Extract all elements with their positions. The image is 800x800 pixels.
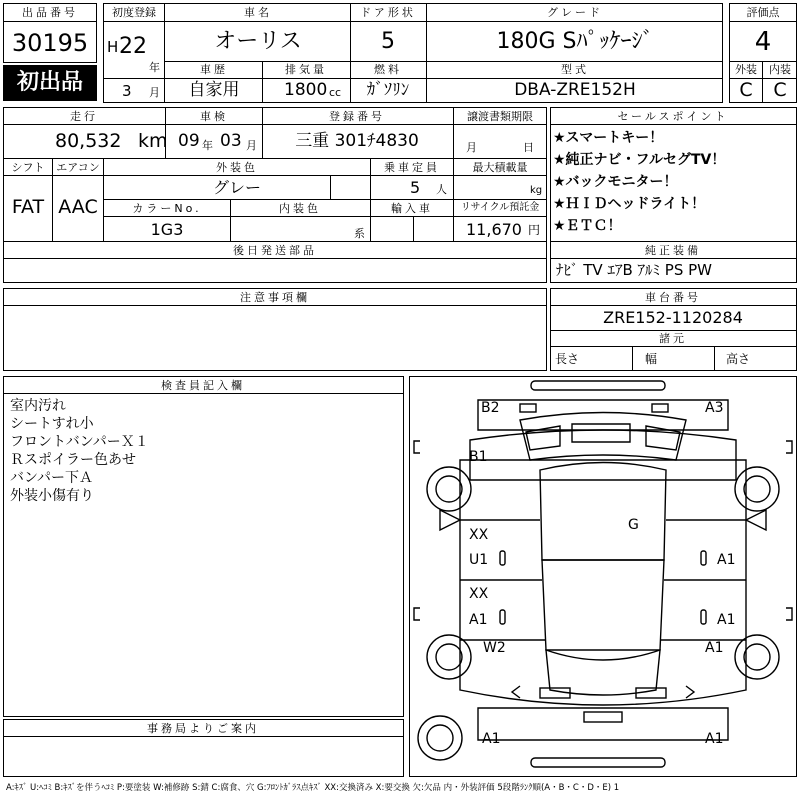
capacity: 5: [410, 178, 421, 197]
transfer-month-unit: 月: [466, 141, 477, 154]
car-outline-diagram: [409, 376, 797, 777]
sales-point-item: ★ＨＩＤヘッドライト！: [553, 196, 706, 212]
plate-label: 登録番号: [329, 110, 385, 123]
grade-label: グレード: [547, 6, 603, 19]
damage-mark: XX: [469, 527, 489, 543]
grade: 180G Sﾊﾟｯｹｰｼﾞ: [496, 29, 654, 54]
capacity-unit: 人: [436, 183, 447, 196]
lot-number: 30195: [11, 29, 89, 57]
damage-mark: A1: [717, 612, 736, 628]
inspector-note: シートすれ小: [10, 416, 94, 432]
inspection-label: 車検: [200, 110, 228, 123]
inspector-note: Ｒスポイラー色あせ: [10, 452, 136, 468]
width-label: 幅: [645, 352, 658, 366]
transfer-label: 譲渡書類期限: [467, 110, 533, 123]
height-label: 高さ: [726, 352, 751, 366]
chassis-number: ZRE152-1120284: [603, 308, 743, 327]
int-color-unit: 系: [354, 227, 365, 240]
history-label: 車歴: [200, 63, 228, 76]
ac: AAC: [58, 196, 98, 218]
transfer-day-unit: 日: [523, 141, 534, 154]
fuel: ｶﾞｿﾘﾝ: [366, 80, 410, 100]
inspector-note: フロントバンパーＸ１: [10, 434, 149, 450]
damage-mark: A3: [705, 400, 724, 416]
door-count: 5: [381, 29, 395, 54]
interior-label: 内装: [769, 63, 791, 76]
notes-label: 注意事項欄: [240, 291, 310, 304]
mileage-unit: km: [138, 130, 168, 152]
capacity-label: 乗車定員: [384, 161, 440, 174]
recycle-label: リサイクル預託金: [460, 202, 540, 213]
displacement-unit: cc: [329, 86, 342, 99]
sales-point-item: ★スマートキー！: [553, 130, 664, 146]
max-load-label: 最大積載量: [472, 161, 528, 174]
recycle-amount: 11,670: [466, 220, 522, 239]
damage-mark: W2: [483, 640, 506, 656]
damage-mark: B2: [481, 400, 500, 416]
exterior-grade: C: [739, 79, 753, 101]
damage-mark: A1: [482, 731, 501, 747]
chassis-label: 車台番号: [645, 291, 701, 304]
damage-mark: U1: [469, 552, 489, 568]
inspection-month-unit: 月: [246, 139, 257, 152]
color-label: 外装色: [216, 161, 258, 174]
reg-label: 初度登録: [112, 6, 156, 19]
ac-label: エアコン: [56, 161, 100, 174]
car-name: オーリス: [214, 29, 302, 54]
import-label: 輸入車: [391, 202, 433, 215]
later-parts-label: 後日発送部品: [233, 244, 317, 257]
score-label: 評価点: [746, 6, 780, 19]
first-listing-badge: 初出品: [3, 65, 97, 101]
door-label: ドア形状: [360, 6, 416, 19]
reg-year-unit: 年: [149, 61, 160, 74]
damage-mark: A1: [717, 552, 736, 568]
damage-mark: A1: [705, 731, 724, 747]
displacement-label: 排気量: [285, 63, 327, 76]
damage-mark: A1: [469, 612, 488, 628]
recycle-unit: 円: [528, 223, 541, 237]
sales-point-item: ★バックモニター！: [553, 174, 678, 190]
dims-label: 諸元: [659, 332, 687, 345]
inspector-note: バンパー下Ａ: [10, 470, 94, 486]
int-color-label: 内装色: [279, 202, 321, 215]
sales-point-item: ★純正ナビ・フルセグTV！: [553, 152, 726, 168]
inspector-note: 室内汚れ: [10, 398, 66, 414]
equipment-label: 純正装備: [645, 244, 701, 257]
equipment-list: ﾅﾋﾞ TV ｴｱB ｱﾙﾐ PS PW: [556, 261, 712, 279]
inspection-month: 03: [220, 131, 242, 151]
shift: FAT: [11, 196, 45, 218]
exterior-label: 外装: [735, 63, 757, 76]
inspector-note: 外装小傷有り: [10, 488, 94, 504]
mileage-label: 走行: [70, 110, 98, 123]
damage-mark: XX: [469, 586, 489, 602]
reg-era: H: [107, 38, 119, 56]
model-label: 型式: [561, 63, 589, 76]
mileage: 80,532: [55, 130, 122, 152]
legend: A:ｷｽﾞ U:ﾍｺﾐ B:ｷｽﾞを伴うﾍｺﾐ P:要塗装 W:補修跡 S:錆 C:腐食、穴 G:ﾌﾛﾝﾄｶﾞﾗｽ点ｷｽﾞ XX:交換済み X:要交換 欠:欠品 内・外装評価 5段階ﾗﾝｸ順(A・B・C・D・E) 1: [6, 783, 620, 793]
interior-grade: C: [773, 79, 787, 101]
sales-points-label: セールスポイント: [617, 110, 729, 123]
inspection-year: 09: [178, 131, 200, 151]
length-label: 長さ: [555, 352, 580, 366]
inspection-year-unit: 年: [202, 139, 213, 152]
reg-year: 22: [119, 34, 147, 59]
plate-number: 三重 301ﾁ4830: [295, 131, 419, 151]
reg-month: 3: [122, 82, 132, 100]
inspector-label: 検査員記入欄: [161, 379, 245, 392]
car-name-label: 車名: [244, 6, 272, 19]
office-label: 事務局よりご案内: [147, 722, 259, 735]
damage-mark: B1: [469, 449, 488, 465]
history: 自家用: [188, 80, 240, 100]
shift-label: シフト: [11, 161, 45, 174]
color-no: 1G3: [150, 220, 184, 239]
model-code: DBA-ZRE152H: [514, 80, 636, 100]
sales-point-item: ★ＥＴＣ！: [553, 218, 622, 234]
displacement: 1800: [284, 80, 328, 100]
max-load-unit: kg: [530, 185, 543, 196]
damage-mark: A1: [705, 640, 724, 656]
fuel-label: 燃料: [374, 63, 402, 76]
color-no-label: カラーNo.: [132, 202, 202, 215]
lot-label: 出品番号: [22, 6, 78, 19]
color: グレー: [212, 178, 262, 197]
reg-month-unit: 月: [149, 86, 160, 99]
score: 4: [754, 27, 772, 57]
damage-mark: G: [628, 517, 639, 533]
